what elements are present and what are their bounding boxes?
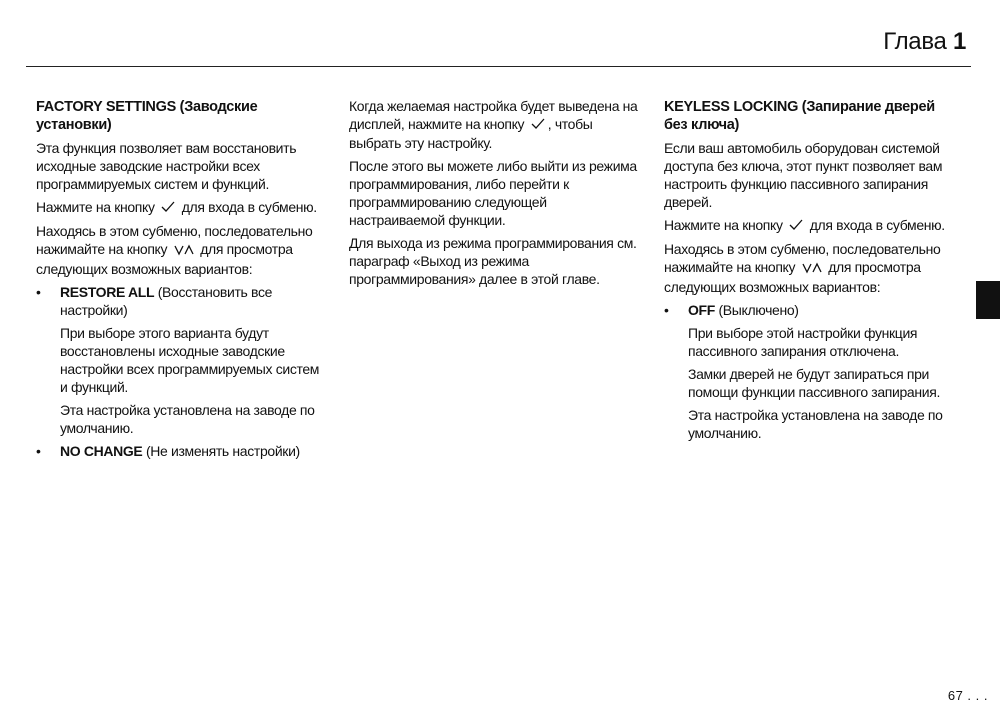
chapter-heading <box>883 28 966 56</box>
text: Находясь в этом субменю, последовательно нажимайте на кнопку <box>664 241 941 276</box>
option-name: OFF <box>688 301 715 318</box>
page-number: 67 . . . <box>947 688 988 703</box>
text: для просмотра следующих возможных вариантов: <box>36 241 293 277</box>
option-description: (Выключено) <box>714 301 799 318</box>
option-restore-all <box>36 283 328 319</box>
checkmark-icon <box>789 217 803 235</box>
chapter-label: Глава <box>883 28 947 55</box>
text: Находясь в этом субменю, последовательно нажимайте на кнопку <box>36 223 313 258</box>
checkmark-icon <box>161 199 175 217</box>
paragraph: Эта настройка установлена на заводе по умолчанию. <box>688 406 943 441</box>
section-title: KEYLESS LOCKING (Запирание дверей без ключа) <box>664 99 935 133</box>
paragraph <box>36 198 328 217</box>
text: для просмотра следующих возможных вариантов: <box>664 259 921 295</box>
option-description: (Не изменять настройки) <box>142 442 300 459</box>
option-off <box>664 301 956 319</box>
column-confirm <box>349 97 641 293</box>
paragraph <box>664 240 956 295</box>
option-name: RESTORE ALL <box>60 283 155 300</box>
paragraph: Для выхода из режима программирования см. параграф «Выход из режима программирования» далее в этой главе. <box>349 235 637 288</box>
section-title: FACTORY SETTINGS (Заводские установки) <box>36 99 258 133</box>
bullet-dot: • <box>36 283 41 300</box>
paragraph: При выборе этой настройки функция пассивного запирания отключена. <box>688 324 918 359</box>
chapter-number: 1 <box>952 28 966 55</box>
checkmark-icon <box>531 116 545 134</box>
option-name: NO CHANGE <box>60 442 143 459</box>
paragraph: При выборе этого варианта будут восстановлены исходные заводские настройки всех программируемых систем и функций. <box>60 324 320 395</box>
paragraph: Эта настройка установлена на заводе по умолчанию. <box>60 401 315 436</box>
column-factory-settings <box>36 98 328 465</box>
paragraph <box>349 97 641 152</box>
paragraph: Эта функция позволяет вам восстановить исходные заводские настройки всех программируемых систем и функций. <box>36 140 297 192</box>
bullet-dot: • <box>36 442 41 459</box>
text: Нажмите на кнопку <box>664 217 783 233</box>
bullet-dot: • <box>664 301 669 318</box>
option-no-change <box>36 442 328 460</box>
header-rule <box>26 66 971 67</box>
paragraph: Если ваш автомобиль оборудован системой доступа без ключа, этот пункт позволяет вам настроить функцию пассивного запирания дверей. <box>664 140 943 210</box>
column-keyless-locking <box>664 98 956 447</box>
paragraph: После этого вы можете либо выйти из режима программирования, либо перейти к программированию следующей настраиваемой функции. <box>349 158 637 229</box>
up-down-icon <box>174 242 194 260</box>
text: для входа в субменю. <box>809 217 945 233</box>
paragraph: Замки дверей не будут запираться при помощи функции пассивного запирания. <box>688 365 940 400</box>
paragraph <box>664 216 956 235</box>
text: , чтобы выбрать эту настройку. <box>349 116 593 152</box>
text: для входа в субменю. <box>181 199 317 215</box>
text: Нажмите на кнопку <box>36 199 155 215</box>
option-description: (Восстановить все настройки) <box>60 283 273 318</box>
text: Когда желаемая настройка будет выведена на дисплей, нажмите на кнопку <box>349 98 638 132</box>
chapter-tab-marker <box>976 281 1000 319</box>
up-down-icon <box>802 260 822 278</box>
paragraph <box>36 222 328 277</box>
